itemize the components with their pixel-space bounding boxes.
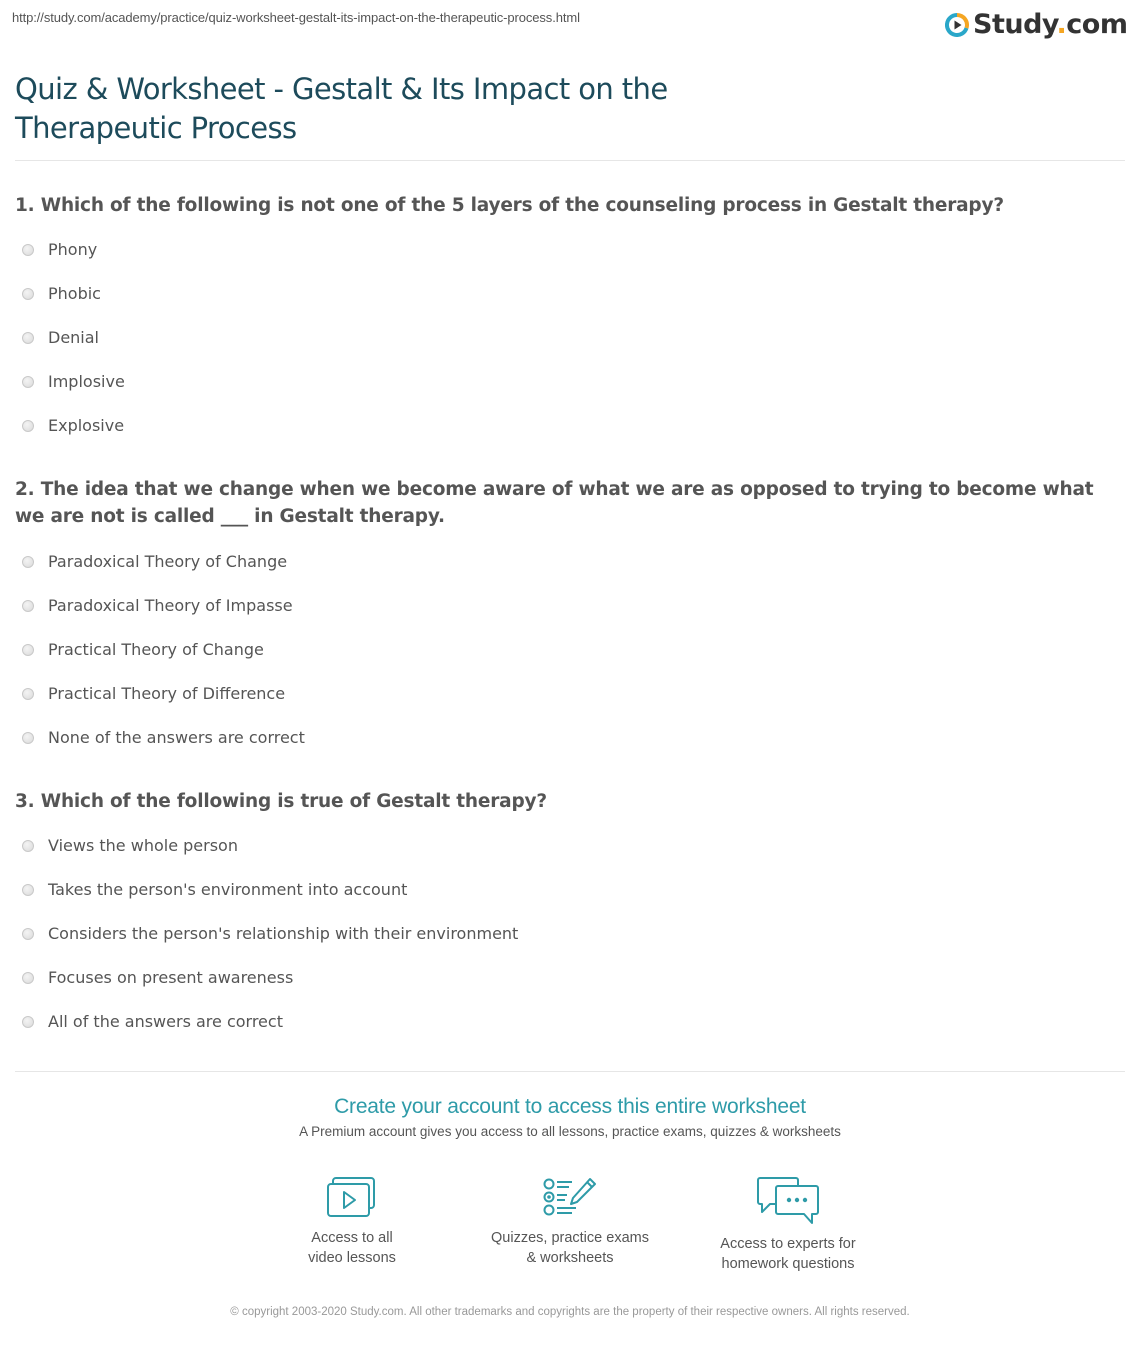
option-label: Explosive [48, 416, 125, 435]
feature-label-line2: video lessons [308, 1250, 396, 1266]
radio-button[interactable] [22, 928, 34, 940]
feature-quizzes [461, 1176, 679, 1274]
answer-option[interactable] [22, 284, 125, 328]
option-label: Paradoxical Theory of Change [48, 552, 288, 571]
page-url: http://study.com/academy/practice/quiz-worksheet-gestalt-its-impact-on-the-therapeutic-process.html [12, 10, 580, 25]
answer-option[interactable] [22, 684, 305, 728]
chat-experts-icon [756, 1176, 820, 1226]
cta-divider [15, 1071, 1125, 1072]
option-label: Denial [48, 328, 99, 347]
radio-button[interactable] [22, 244, 34, 256]
answer-option[interactable] [22, 968, 518, 1012]
answer-option[interactable] [22, 640, 305, 684]
study-com-logo[interactable] [945, 10, 1128, 40]
radio-button[interactable] [22, 420, 34, 432]
feature-label-line2: homework questions [721, 1256, 855, 1272]
radio-button[interactable] [22, 688, 34, 700]
answer-option[interactable] [22, 728, 305, 772]
cta-subtitle: A Premium account gives you access to all lessons, practice exams, quizzes & worksheets [299, 1124, 841, 1139]
radio-button[interactable] [22, 972, 34, 984]
answer-option[interactable] [22, 596, 305, 640]
logo-text-main: Study [973, 9, 1057, 40]
option-label: None of the answers are correct [48, 728, 305, 747]
feature-label-line1: Quizzes, practice exams [491, 1230, 649, 1246]
answer-option[interactable] [22, 552, 305, 596]
feature-label-line2: & worksheets [526, 1250, 614, 1266]
question-text: 1. Which of the following is not one of the 5 layers of the counseling process in Gestalt therapy? [15, 195, 1004, 216]
page-title: Quiz & Worksheet - Gestalt & Its Impact on the Therapeutic Process [15, 72, 668, 145]
feature-label-line1: Access to experts for [720, 1236, 856, 1252]
video-lessons-icon [326, 1176, 378, 1220]
radio-button[interactable] [22, 376, 34, 388]
answer-option[interactable] [22, 240, 125, 284]
play-circle-icon [945, 13, 969, 37]
radio-button[interactable] [22, 1016, 34, 1028]
option-label: Focuses on present awareness [48, 968, 294, 987]
radio-button[interactable] [22, 840, 34, 852]
answer-option[interactable] [22, 836, 518, 880]
radio-button[interactable] [22, 332, 34, 344]
answer-option[interactable] [22, 880, 518, 924]
radio-button[interactable] [22, 884, 34, 896]
feature-experts [679, 1176, 897, 1274]
logo-dot: . [1056, 9, 1067, 40]
radio-button[interactable] [22, 556, 34, 568]
radio-button[interactable] [22, 600, 34, 612]
feature-label-line1: Access to all [311, 1230, 393, 1246]
option-label: Views the whole person [48, 836, 238, 855]
radio-button[interactable] [22, 288, 34, 300]
answer-options [22, 552, 305, 772]
signup-cta [0, 1093, 1140, 1139]
answer-option[interactable] [22, 328, 125, 372]
answer-options [22, 836, 518, 1056]
quiz-worksheet-icon [542, 1176, 598, 1220]
answer-option[interactable] [22, 372, 125, 416]
option-label: Practical Theory of Change [48, 640, 264, 659]
answer-option[interactable] [22, 924, 518, 968]
option-label: Paradoxical Theory of Impasse [48, 596, 293, 615]
answer-option[interactable] [22, 416, 125, 460]
question-text: 3. Which of the following is true of Gestalt therapy? [15, 791, 547, 812]
option-label: Takes the person's environment into account [48, 880, 408, 899]
answer-option[interactable] [22, 1012, 518, 1056]
option-label: Phony [48, 240, 98, 259]
premium-features [0, 1176, 1140, 1274]
logo-wordmark [973, 10, 1128, 40]
title-divider [15, 160, 1125, 161]
option-label: Phobic [48, 284, 101, 303]
question-text: 2. The idea that we change when we become aware of what we are as opposed to trying to become what we are not is called ___ in Gestalt therapy. [15, 479, 1094, 527]
option-label: Implosive [48, 372, 125, 391]
option-label: All of the answers are correct [48, 1012, 283, 1031]
copyright-footer: © copyright 2003-2020 Study.com. All other trademarks and copyrights are the property of their respective owners. All rights reserved. [230, 1306, 910, 1318]
option-label: Practical Theory of Difference [48, 684, 286, 703]
answer-options [22, 240, 125, 460]
radio-button[interactable] [22, 732, 34, 744]
radio-button[interactable] [22, 644, 34, 656]
feature-video-lessons [243, 1176, 461, 1274]
option-label: Considers the person's relationship with their environment [48, 924, 519, 943]
logo-text-suffix: com [1066, 9, 1128, 40]
cta-title-link[interactable]: Create your account to access this entire worksheet [334, 1095, 806, 1118]
